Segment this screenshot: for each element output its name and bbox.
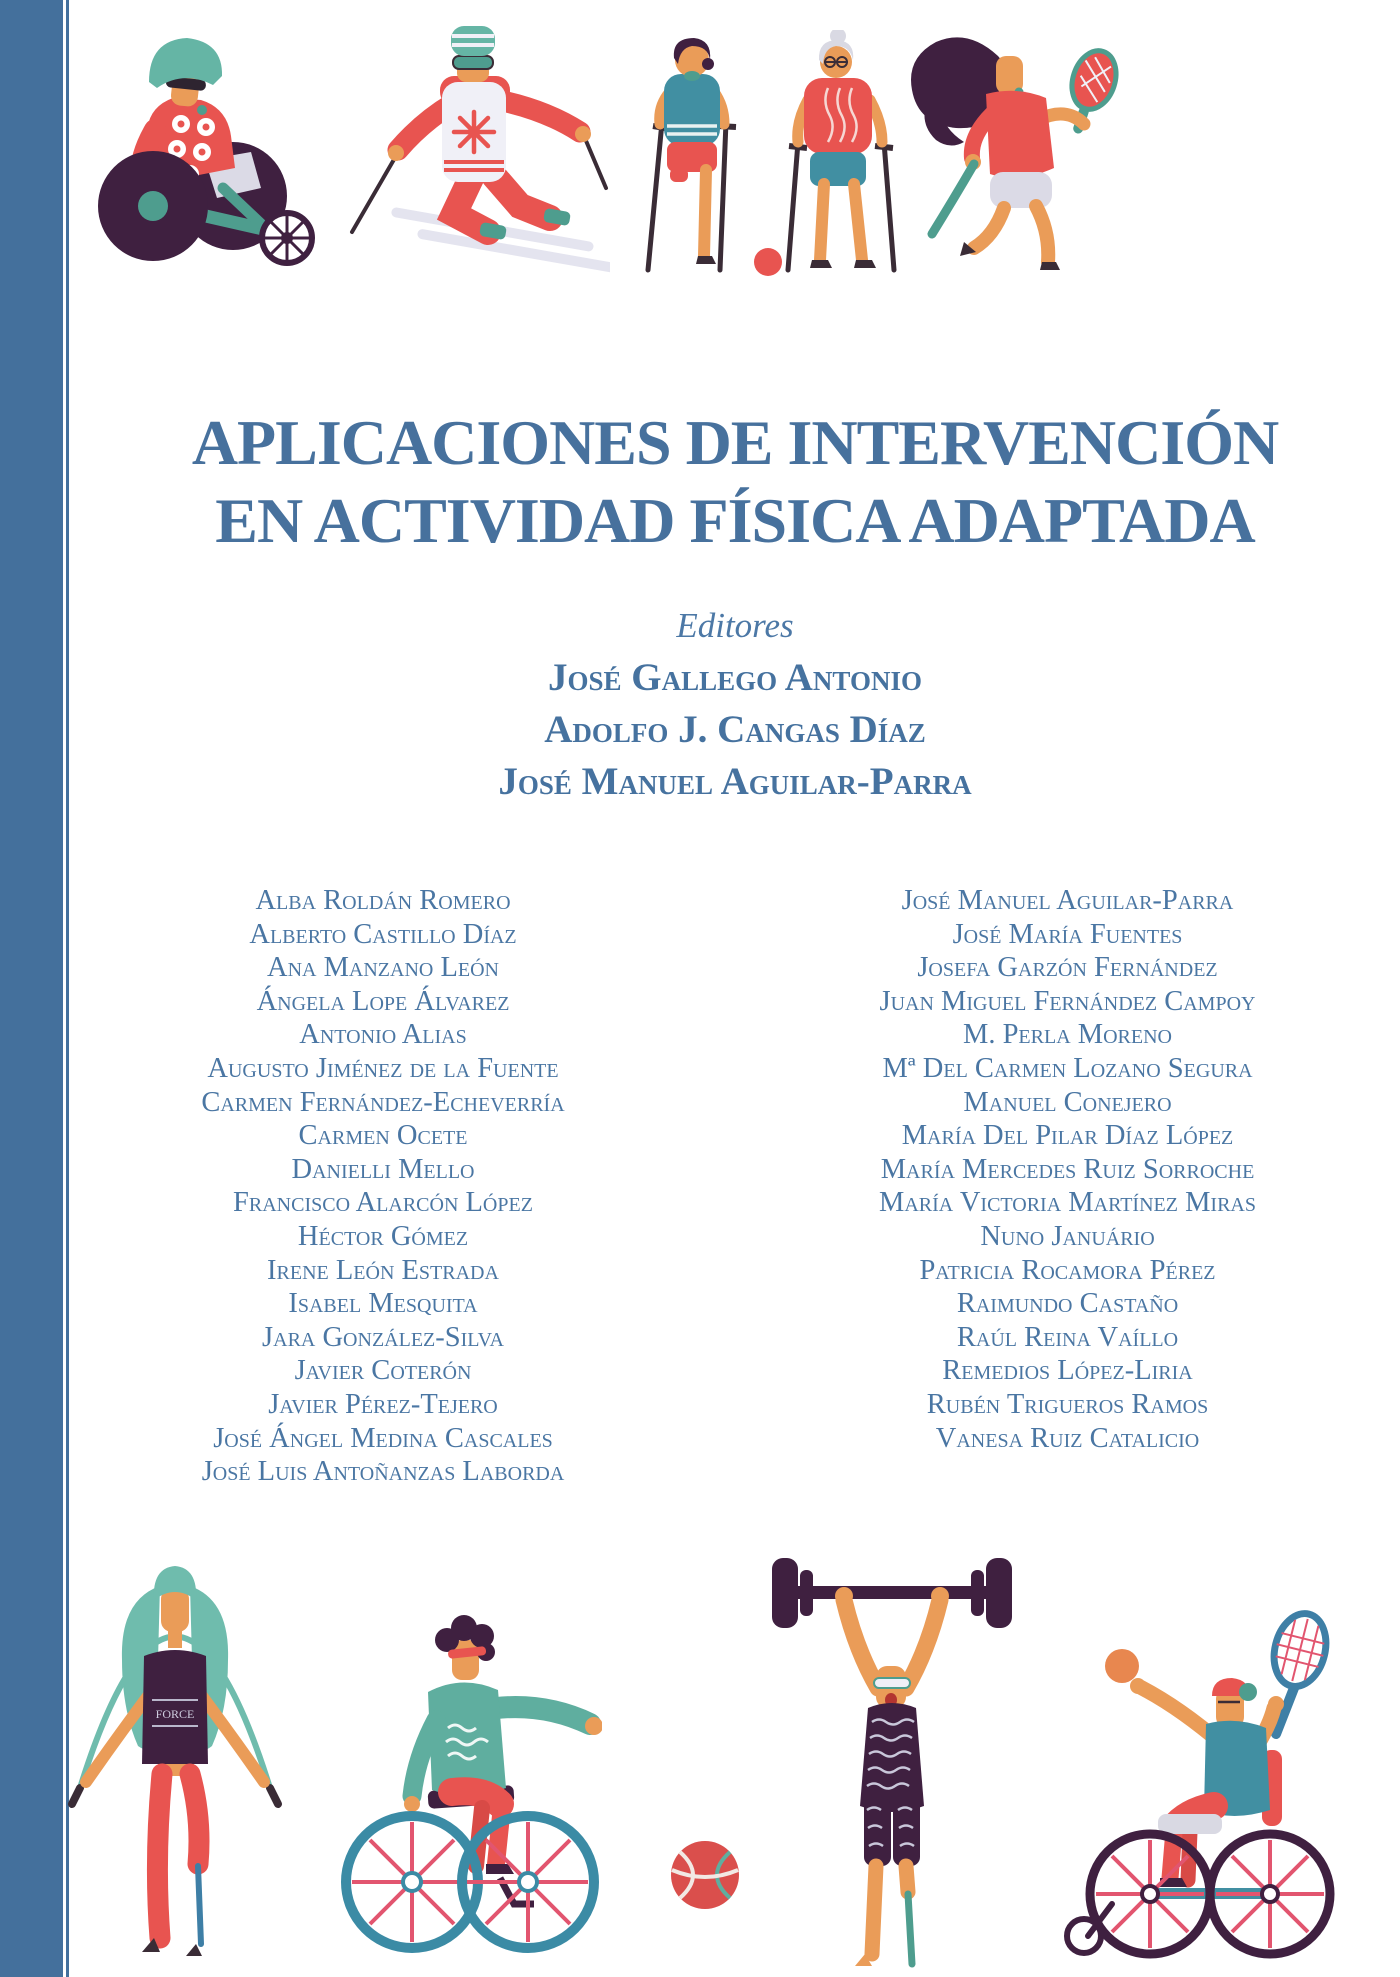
weightlifter-drawing bbox=[772, 1540, 1012, 1972]
editor-name: Adolfo J. Cangas Díaz bbox=[544, 708, 926, 751]
editor-name: José Manuel Aguilar-Parra bbox=[498, 760, 972, 803]
contributor-name: Raúl Reina Vaíllo bbox=[956, 1321, 1179, 1353]
jump-rope-athlete-illustration bbox=[60, 1540, 290, 1972]
contributor-name: Josefa Garzón Fernández bbox=[917, 952, 1218, 984]
crutch-athletes-drawing bbox=[622, 30, 922, 280]
wheelchair-athlete-drawing bbox=[332, 1592, 602, 1972]
spine-stripe bbox=[0, 0, 63, 1977]
contributor-name: José María Fuentes bbox=[952, 918, 1183, 950]
contributor-name: María Del Pilar Díaz López bbox=[901, 1120, 1234, 1152]
contributor-name: Javier Coterón bbox=[294, 1355, 472, 1387]
para-skier-drawing bbox=[330, 26, 610, 274]
contributor-name: Vanesa Ruiz Catalicio bbox=[935, 1422, 1200, 1454]
para-skier-illustration bbox=[330, 26, 610, 274]
contributor-name: Alberto Castillo Díaz bbox=[249, 918, 517, 950]
jump-rope-athlete-drawing bbox=[60, 1540, 290, 1972]
contributor-name: M. Perla Moreno bbox=[962, 1019, 1172, 1051]
contributor-name: Héctor Gómez bbox=[297, 1220, 469, 1252]
weightlifter-illustration bbox=[772, 1540, 1012, 1972]
crutch-athletes-illustration bbox=[622, 30, 922, 280]
contributor-name: José Manuel Aguilar-Parra bbox=[901, 885, 1234, 916]
tennis-player-drawing bbox=[898, 28, 1138, 278]
wheelchair-tennis-player-drawing bbox=[1018, 1592, 1358, 1972]
contributor-name: José Ángel Medina Cascales bbox=[213, 1422, 553, 1454]
wheelchair-tennis-player-illustration bbox=[1018, 1592, 1358, 1972]
ball-drawing bbox=[666, 1836, 744, 1914]
editors-heading: Editores bbox=[676, 606, 794, 645]
contributors-column-right bbox=[760, 884, 1375, 1455]
contributor-name: Raimundo Castaño bbox=[956, 1288, 1179, 1320]
tennis-player-illustration bbox=[898, 28, 1138, 278]
ball-illustration bbox=[666, 1836, 744, 1914]
vest-label: FORCE bbox=[155, 1707, 195, 1721]
wheelchair-athlete-illustration bbox=[332, 1592, 602, 1972]
contributor-name: Ana Manzano León bbox=[266, 952, 499, 984]
contributor-name: Ángela Lope Álvarez bbox=[256, 985, 510, 1017]
contributor-name: Isabel Mesquita bbox=[288, 1288, 478, 1320]
contributor-name: Francisco Alarcón López bbox=[233, 1187, 533, 1219]
editor-name: José Gallego Antonio bbox=[548, 656, 922, 699]
book-title-line1: APLICACIONES DE INTERVENCIÓN bbox=[191, 407, 1279, 478]
contributor-name: Jara González-Silva bbox=[262, 1321, 504, 1353]
contributor-name: Juan Miguel Fernández Campoy bbox=[879, 985, 1256, 1017]
contributor-name: Danielli Mello bbox=[291, 1153, 475, 1185]
contributor-name: Mª Del Carmen Lozano Segura bbox=[882, 1052, 1253, 1084]
contributor-name: Rubén Trigueros Ramos bbox=[926, 1388, 1209, 1420]
contributor-name: Javier Pérez-Tejero bbox=[268, 1388, 498, 1420]
wheelchair-racer-illustration bbox=[55, 28, 315, 270]
wheelchair-racer-drawing bbox=[55, 28, 315, 270]
contributor-name: Alba Roldán Romero bbox=[255, 885, 511, 916]
contributor-name: Antonio Alias bbox=[299, 1019, 467, 1051]
contributor-name: María Victoria Martínez Miras bbox=[879, 1187, 1256, 1219]
contributor-name: María Mercedes Ruiz Sorroche bbox=[880, 1153, 1255, 1185]
contributor-name: Carmen Ocete bbox=[298, 1120, 468, 1152]
contributor-name: Carmen Fernández-Echeverría bbox=[201, 1086, 565, 1118]
contributor-name: José Luis Antoñanzas Laborda bbox=[201, 1456, 565, 1488]
contributor-name: Nuno Januário bbox=[980, 1220, 1155, 1252]
contributor-name: Augusto Jiménez de la Fuente bbox=[207, 1052, 559, 1084]
contributor-name: Irene León Estrada bbox=[267, 1254, 499, 1286]
contributor-name: Patricia Rocamora Pérez bbox=[919, 1254, 1216, 1286]
contributors-column-left bbox=[78, 884, 688, 1489]
contributor-name: Remedios López-Liria bbox=[942, 1355, 1193, 1387]
book-title bbox=[70, 404, 1400, 560]
editor-names bbox=[70, 652, 1400, 808]
book-title-line2: EN ACTIVIDAD FÍSICA ADAPTADA bbox=[215, 485, 1255, 556]
contributor-name: Manuel Conejero bbox=[963, 1086, 1172, 1118]
